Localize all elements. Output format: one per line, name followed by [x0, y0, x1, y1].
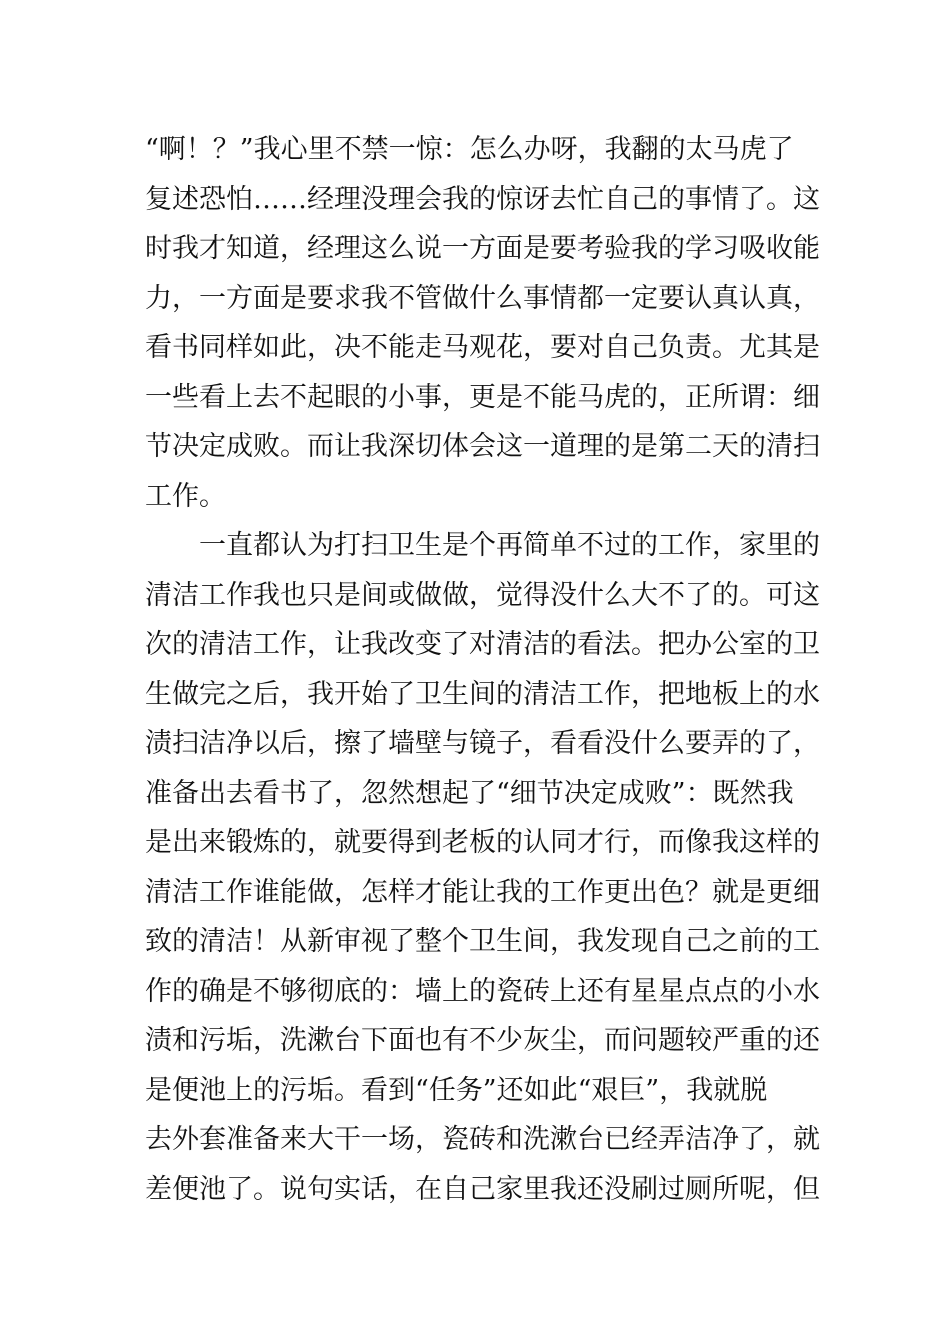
- text-line: 清洁工作谁能做，怎样才能让我的工作更出色？就是更细: [145, 876, 820, 908]
- text-line: 复述恐怕……经理没理会我的惊讶去忙自己的事情了。这: [145, 183, 820, 215]
- text-line: 节决定成败。而让我深切体会这一道理的是第二天的清扫: [145, 431, 820, 462]
- text-line: 渍和污垢，洗漱台下面也有不少灰尘，而问题较严重的还: [145, 1025, 820, 1056]
- text-line: 差便池了。说句实话，在自己家里我还没刷过厕所呢，但: [145, 1173, 820, 1205]
- text-line: 准备出去看书了，忽然想起了“细节决定成败”：既然我: [145, 777, 794, 809]
- text-line: 时我才知道，经理这么说一方面是要考验我的学习吸收能: [145, 233, 820, 264]
- text-line: 一直都认为打扫卫生是个再简单不过的工作，家里的: [145, 530, 820, 561]
- text-line: 次的清洁工作，让我改变了对清洁的看法。把办公室的卫: [145, 629, 820, 660]
- text-line: 致的清洁！从新审视了整个卫生间，我发现自己之前的工: [145, 926, 820, 957]
- text-line: 力，一方面是要求我不管做什么事情都一定要认真认真，: [145, 282, 820, 314]
- text-line: 看书同样如此，决不能走马观花，要对自己负责。尤其是: [145, 332, 820, 363]
- text-line: 作的确是不够彻底的：墙上的瓷砖上还有星星点点的小水: [145, 975, 820, 1007]
- text-line: 生做完之后，我开始了卫生间的清洁工作，把地板上的水: [145, 678, 820, 710]
- text-line: 是出来锻炼的，就要得到老板的认同才行，而像我这样的: [145, 827, 820, 858]
- text-line: 工作。: [145, 480, 226, 512]
- text-line: 一些看上去不起眼的小事，更是不能马虎的，正所谓：细: [145, 381, 820, 413]
- body-text: [145, 125, 820, 1214]
- text-line: “啊！？”我心里不禁一惊：怎么办呀，我翻的太马虎了: [145, 134, 794, 165]
- text-line: 去外套准备来大干一场，瓷砖和洗漱台已经弄洁净了，就: [145, 1124, 820, 1155]
- text-line: 是便池上的污垢。看到“任务”还如此“艰巨”，我就脱: [145, 1074, 768, 1106]
- text-line: 清洁工作我也只是间或做做，觉得没什么大不了的。可这: [145, 579, 820, 611]
- text-line: 渍扫洁净以后，擦了墙壁与镜子，看看没什么要弄的了，: [145, 728, 820, 759]
